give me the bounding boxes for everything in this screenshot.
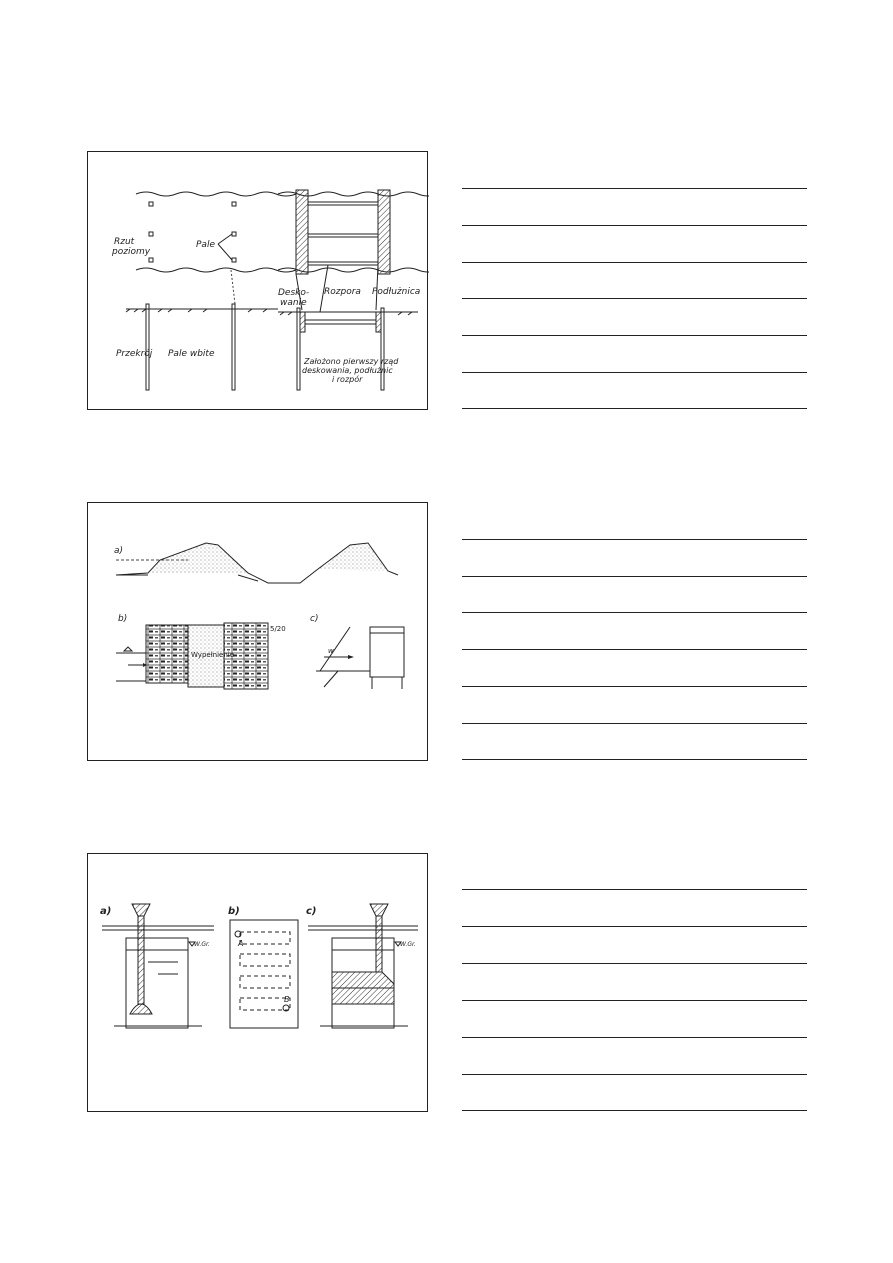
label-a: a) [100, 906, 112, 917]
note-line [462, 298, 807, 299]
label-point-b: B [284, 995, 290, 1004]
label-przekroj: Przekrój [116, 349, 153, 359]
slide-3-drawing [88, 854, 429, 1113]
label-deskowanie-2: wanie [280, 298, 307, 308]
note-line [462, 1000, 807, 1001]
note-line [462, 576, 807, 577]
notes-slide-1 [462, 188, 807, 412]
slide-3 [87, 853, 428, 1112]
label-a: a) [114, 546, 124, 556]
label-zalozono-2: deskowania, podłużnic [302, 366, 393, 375]
label-b: b) [118, 614, 128, 624]
label-deskowanie-1: Desko- [278, 288, 310, 298]
label-poziomy: poziomy [112, 247, 151, 257]
note-line [462, 649, 807, 650]
slide-1 [87, 151, 428, 410]
note-line [462, 1110, 807, 1111]
note-line [462, 612, 807, 613]
note-line [462, 1037, 807, 1038]
label-wgr-left: W.Gr. [194, 941, 210, 948]
label-zalozono-3: i rozpór [332, 375, 363, 384]
label-wypelnienie: Wypełnienie [191, 651, 235, 659]
slide-2 [87, 502, 428, 761]
note-line [462, 759, 807, 760]
label-w: w [328, 647, 334, 655]
note-line [462, 686, 807, 687]
label-ratio: 5/20 [270, 625, 286, 633]
note-line [462, 926, 807, 927]
slide-2-drawing [88, 503, 429, 762]
label-b: b) [228, 906, 240, 917]
label-pale-wbite: Pale wbite [168, 349, 215, 359]
label-point-a: A [238, 939, 244, 948]
note-line [462, 372, 807, 373]
note-line [462, 188, 807, 189]
note-line [462, 889, 807, 890]
label-rozpora: Rozpora [324, 287, 361, 297]
note-line [462, 408, 807, 409]
note-line [462, 1074, 807, 1075]
label-zalozono-1: Założono pierwszy rząd [304, 357, 399, 366]
note-line [462, 262, 807, 263]
label-rzut: Rzut [114, 237, 135, 247]
label-wgr-right: W.Gr. [400, 941, 416, 948]
notes-slide-2 [462, 539, 807, 763]
label-c: c) [310, 614, 319, 624]
note-line [462, 963, 807, 964]
label-c: c) [306, 906, 317, 917]
note-line [462, 335, 807, 336]
note-line [462, 723, 807, 724]
notes-slide-3 [462, 889, 807, 1113]
note-line [462, 225, 807, 226]
label-podluznica: Podłużnica [372, 287, 421, 297]
note-line [462, 539, 807, 540]
label-pale: Pale [196, 240, 215, 250]
slide-1-drawing [88, 152, 429, 411]
